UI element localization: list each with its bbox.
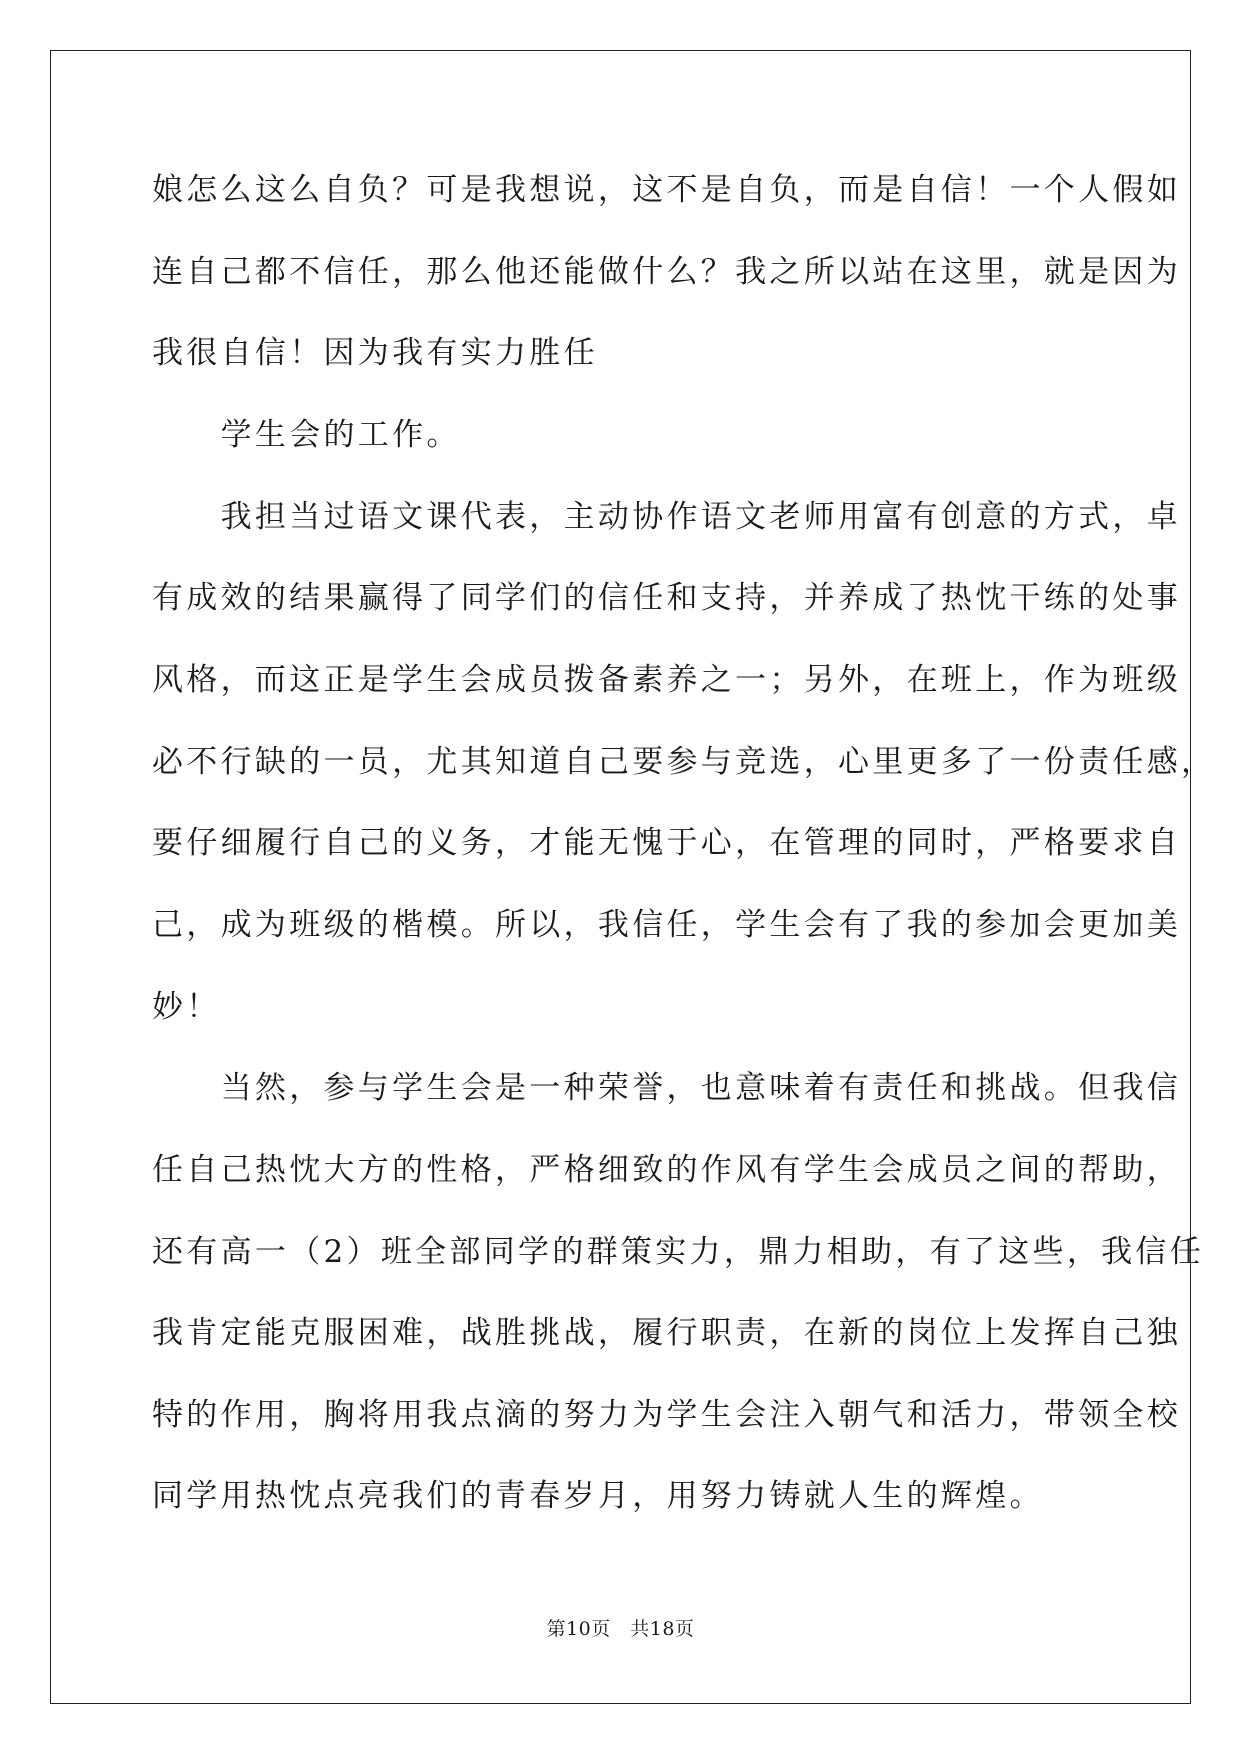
text-line: 娘怎么这么自负？可是我想说，这不是自负，而是自信！一个人假如 — [152, 172, 1181, 208]
text-line: 同学用热忱点亮我们的青春岁月，用努力铸就人生的辉煌。 — [152, 1478, 1044, 1514]
text-line: 己，成为班级的楷模。所以，我信任，学生会有了我的参加会更加美 — [152, 907, 1181, 943]
text-line: 我担当过语文课代表，主动协作语文老师用富有创意的方式，卓 — [152, 499, 1181, 535]
text-line: 还有高一（2）班全部同学的群策实力，鼎力相助，有了这些，我信任 — [152, 1234, 1205, 1270]
text-line: 妙！ — [152, 989, 221, 1025]
text-line: 当然，参与学生会是一种荣誉，也意味着有责任和挑战。但我信 — [152, 1070, 1181, 1106]
text-line: 我很自信！因为我有实力胜任 — [152, 335, 598, 371]
text-line: 连自己都不信任，那么他还能做什么？我之所以站在这里，就是因为 — [152, 254, 1181, 290]
text-line: 有成效的结果赢得了同学们的信任和支持，并养成了热忱干练的处事 — [152, 580, 1181, 616]
page-number-footer: 第10页 共18页 — [546, 1618, 695, 1640]
page-border — [50, 50, 1191, 1704]
text-line: 学生会的工作。 — [152, 417, 461, 453]
text-line: 要仔细履行自己的义务，才能无愧于心，在管理的同时，严格要求自 — [152, 825, 1181, 861]
text-line: 风格，而这正是学生会成员拨备素养之一；另外，在班上，作为班级 — [152, 662, 1181, 698]
text-line: 任自己热忱大方的性格，严格细致的作风有学生会成员之间的帮助， — [152, 1152, 1181, 1188]
text-line: 必不行缺的一员，尤其知道自己要参与竞选，心里更多了一份责任感， — [152, 744, 1216, 780]
text-line: 我肯定能克服困难，战胜挑战，履行职责，在新的岗位上发挥自己独 — [152, 1315, 1181, 1351]
text-line: 特的作用，胸将用我点滴的努力为学生会注入朝气和活力，带领全校 — [152, 1397, 1181, 1433]
